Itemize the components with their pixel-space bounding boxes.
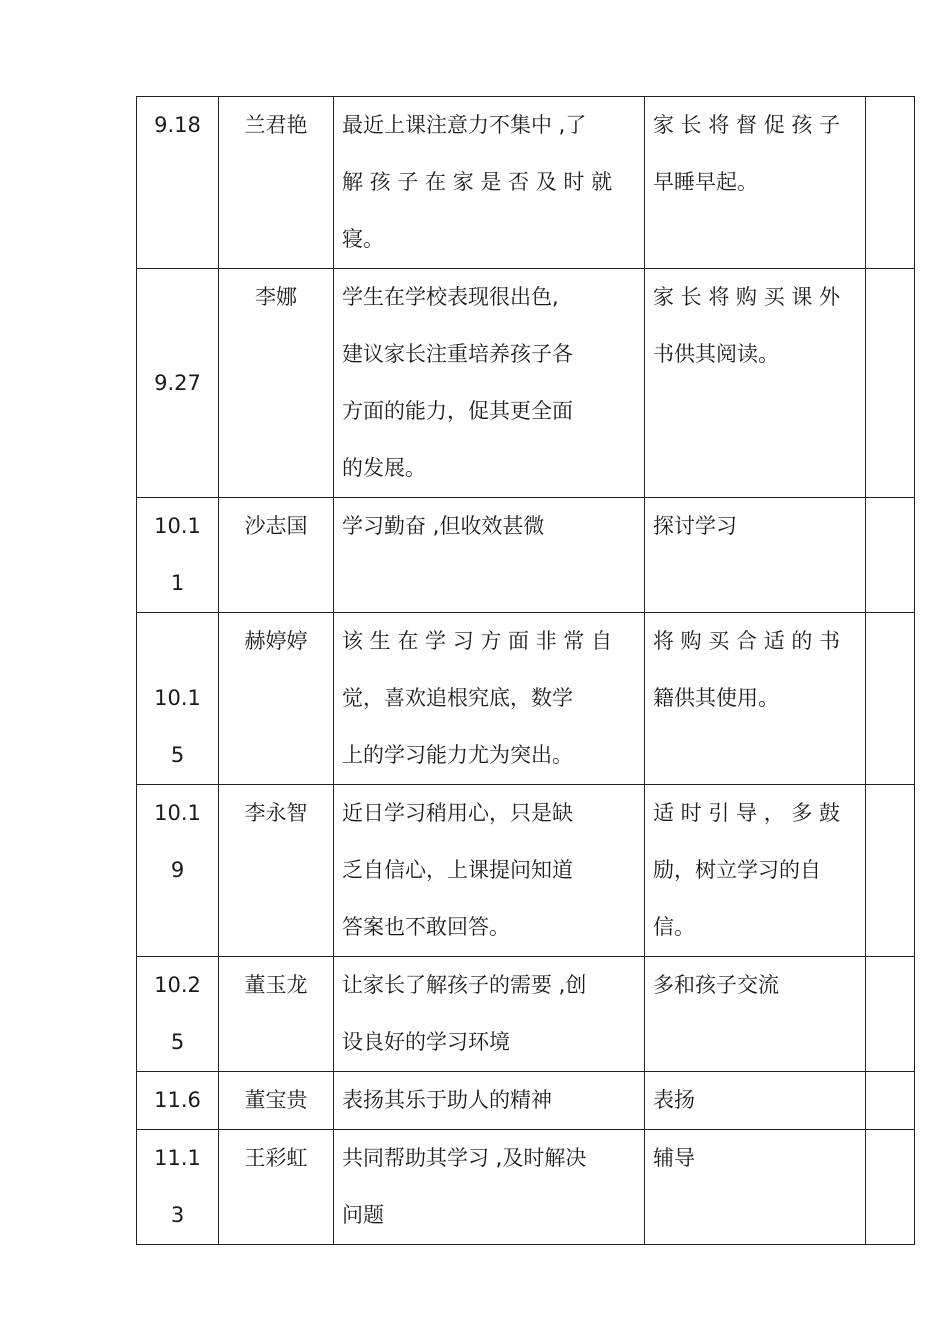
content-line: 解 孩 子 在 家 是 否 及 时 就 xyxy=(342,170,613,194)
content-line: 学习勤奋 ,但收效甚微 xyxy=(342,514,545,538)
content-line: 觉，喜欢追根究底，数学 xyxy=(342,686,573,710)
content-line: 寝。 xyxy=(342,227,384,251)
content-cell xyxy=(334,97,645,269)
student-name: 董宝贵 xyxy=(244,1088,308,1112)
action-line: 励，树立学习的自 xyxy=(653,858,821,882)
date-cell xyxy=(137,97,219,269)
student-name: 李永智 xyxy=(244,801,308,825)
date-cell xyxy=(137,785,219,957)
student-name-cell xyxy=(219,1130,334,1245)
action-cell xyxy=(645,1072,866,1130)
action-line: 表扬 xyxy=(653,1088,695,1112)
table-row xyxy=(137,1130,915,1245)
action-line: 多和孩子交流 xyxy=(653,973,779,997)
date-cell xyxy=(137,498,219,613)
action-line: 辅导 xyxy=(653,1146,695,1170)
date-cell xyxy=(137,1130,219,1245)
remark-cell xyxy=(866,957,915,1072)
content-cell xyxy=(334,957,645,1072)
action-cell xyxy=(645,97,866,269)
date-line: 10.2 xyxy=(154,973,201,997)
student-name-cell xyxy=(219,269,334,498)
action-cell xyxy=(645,785,866,957)
student-name: 赫婷婷 xyxy=(244,629,308,653)
content-cell xyxy=(334,498,645,613)
student-name-cell xyxy=(219,1072,334,1130)
action-line: 适 时 引 导 ， 多 鼓 xyxy=(653,801,841,825)
date-cell xyxy=(137,1072,219,1130)
content-cell xyxy=(334,1072,645,1130)
content-line: 上的学习能力尤为突出。 xyxy=(342,743,573,767)
content-line: 问题 xyxy=(342,1203,384,1227)
student-name: 董玉龙 xyxy=(244,973,308,997)
date-spacer xyxy=(145,613,210,670)
content-line: 表扬其乐于助人的精神 xyxy=(342,1088,552,1112)
content-line: 设良好的学习环境 xyxy=(342,1030,510,1054)
date-line: 9.27 xyxy=(154,370,201,395)
table-row xyxy=(137,1072,915,1130)
date-cell xyxy=(137,957,219,1072)
date-line: 11.6 xyxy=(154,1088,201,1112)
date-cell xyxy=(137,613,219,785)
table-row xyxy=(137,785,915,957)
content-line: 的发展。 xyxy=(342,456,426,480)
action-line: 将 购 买 合 适 的 书 xyxy=(653,629,841,653)
date-line: 3 xyxy=(170,1203,185,1227)
remark-cell xyxy=(866,97,915,269)
action-cell xyxy=(645,269,866,498)
student-name-cell xyxy=(219,97,334,269)
date-line: 9.18 xyxy=(154,113,201,137)
content-line: 学生在学校表现很出色, xyxy=(342,285,559,309)
content-line: 最近上课注意力不集中 ,了 xyxy=(342,113,587,137)
date-line: 1 xyxy=(170,571,185,595)
content-cell xyxy=(334,269,645,498)
remark-cell xyxy=(866,1130,915,1245)
action-cell xyxy=(645,1130,866,1245)
content-line: 方面的能力，促其更全面 xyxy=(342,399,573,423)
table-row xyxy=(137,957,915,1072)
date-line: 9 xyxy=(170,858,185,882)
table-row xyxy=(137,613,915,785)
student-name: 王彩虹 xyxy=(244,1146,308,1170)
action-line: 信。 xyxy=(653,915,695,939)
content-cell xyxy=(334,785,645,957)
remark-cell xyxy=(866,269,915,498)
date-line: 10.1 xyxy=(154,514,201,538)
action-line: 探讨学习 xyxy=(653,514,737,538)
content-cell xyxy=(334,613,645,785)
date-cell xyxy=(137,269,219,498)
content-line: 近日学习稍用心，只是缺 xyxy=(342,801,573,825)
student-name-cell xyxy=(219,957,334,1072)
student-name: 沙志国 xyxy=(244,514,308,538)
action-line: 家 长 将 购 买 课 外 xyxy=(653,285,841,309)
action-cell xyxy=(645,613,866,785)
content-line: 共同帮助其学习 ,及时解决 xyxy=(342,1146,587,1170)
remark-cell xyxy=(866,498,915,613)
date-line: 11.1 xyxy=(154,1146,201,1170)
student-name: 兰君艳 xyxy=(244,113,308,137)
student-name-cell xyxy=(219,498,334,613)
action-line: 早睡早起。 xyxy=(653,170,758,194)
home-contact-table xyxy=(136,96,915,1245)
content-line: 建议家长注重培养孩子各 xyxy=(342,342,573,366)
content-line: 答案也不敢回答。 xyxy=(342,915,510,939)
remark-cell xyxy=(866,785,915,957)
action-line: 家 长 将 督 促 孩 子 xyxy=(653,113,841,137)
student-name: 李娜 xyxy=(255,285,297,309)
action-cell xyxy=(645,957,866,1072)
date-line: 10.1 xyxy=(154,686,201,710)
student-name-cell xyxy=(219,785,334,957)
table-row xyxy=(137,97,915,269)
date-line: 5 xyxy=(170,743,185,767)
content-line: 该 生 在 学 习 方 面 非 常 自 xyxy=(342,629,613,653)
date-line: 5 xyxy=(170,1030,185,1054)
content-cell xyxy=(334,1130,645,1245)
remark-cell xyxy=(866,613,915,785)
action-line: 籍供其使用。 xyxy=(653,686,779,710)
action-line: 书供其阅读。 xyxy=(653,342,779,366)
date-line: 10.1 xyxy=(154,801,201,825)
content-line: 乏自信心，上课提问知道 xyxy=(342,858,573,882)
table-row xyxy=(137,269,915,498)
table-row xyxy=(137,498,915,613)
content-line: 让家长了解孩子的需要 ,创 xyxy=(342,973,587,997)
remark-cell xyxy=(866,1072,915,1130)
action-cell xyxy=(645,498,866,613)
student-name-cell xyxy=(219,613,334,785)
